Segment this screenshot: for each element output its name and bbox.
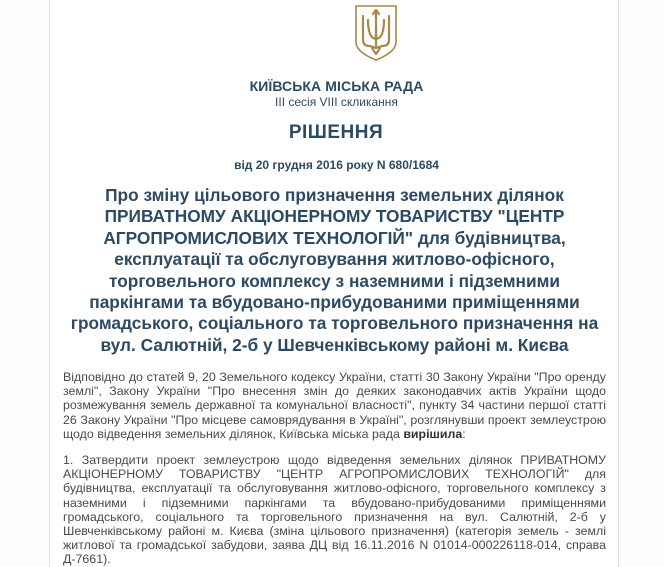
preamble-suffix: : xyxy=(462,426,466,441)
clause-1-paragraph: 1. Затвердити проект землеустрою щодо відведення земельних ділянок ПРИВАТНОМУ АКЦІОНЕРНОМУ ТОВАРИСТВУ "ЦЕНТР АГРОПРОМИСЛОВИХ ТЕХНОЛОГІЙ" для будівництва, експлуатації та обслуговування житлово-офісного, торговельного комплексу з наземними і підземними паркінгами та вбудовано-прибудованими приміщеннями громадського, соціального та торговельного призначення на вул. Салютній, 2-б у Шевченківському районі м. Києва (зміна цільового призначення) (категорія земель - землі житлової та громадської забудови, заява ДЦ від 16.11.2016 N 01014-000226118-014, справа Д-7661). xyxy=(63,453,606,567)
preamble-paragraph xyxy=(63,370,606,441)
decided-keyword: вирішила xyxy=(403,426,463,441)
council-name: КИЇВСЬКА МІСЬКА РАДА xyxy=(249,78,424,94)
document-date: від 20 грудня 2016 року N 680/1684 xyxy=(234,158,439,172)
document-type: РІШЕННЯ xyxy=(288,122,384,143)
document-title: Про зміну цільового призначення земельних ділянок ПРИВАТНОМУ АКЦІОНЕРНОМУ ТОВАРИСТВУ "ЦЕНТР АГРОПРОМИСЛОВИХ ТЕХНОЛОГІЙ" для будівництва, експлуатації та обслуговування житлово-офісного, торговельного комплексу з наземними і підземними паркінгами та вбудовано-прибудованими приміщеннями громадського, соціального та торговельного призначення на вул. Салютній, 2-б у Шевченківському районі м. Києва xyxy=(70,185,599,355)
document-page xyxy=(49,0,619,567)
preamble-text: Відповідно до статей 9, 20 Земельного кодексу України, статті 30 Закону України "Про оренду землі", Закону України "Про внесення змін до деяких законодавчих актів України щодо розмежування земель державної та комунальної власності", пункту 34 частини першої статті 26 Закону України "Про місцеве самоврядування в Україні", розглянувши проект землеустрою щодо відведення земельних ділянок, Київська міська рада xyxy=(63,370,606,441)
trident-coat-of-arms-icon xyxy=(354,4,398,62)
session-label: ІІІ сесія VIII скликання xyxy=(275,95,398,109)
